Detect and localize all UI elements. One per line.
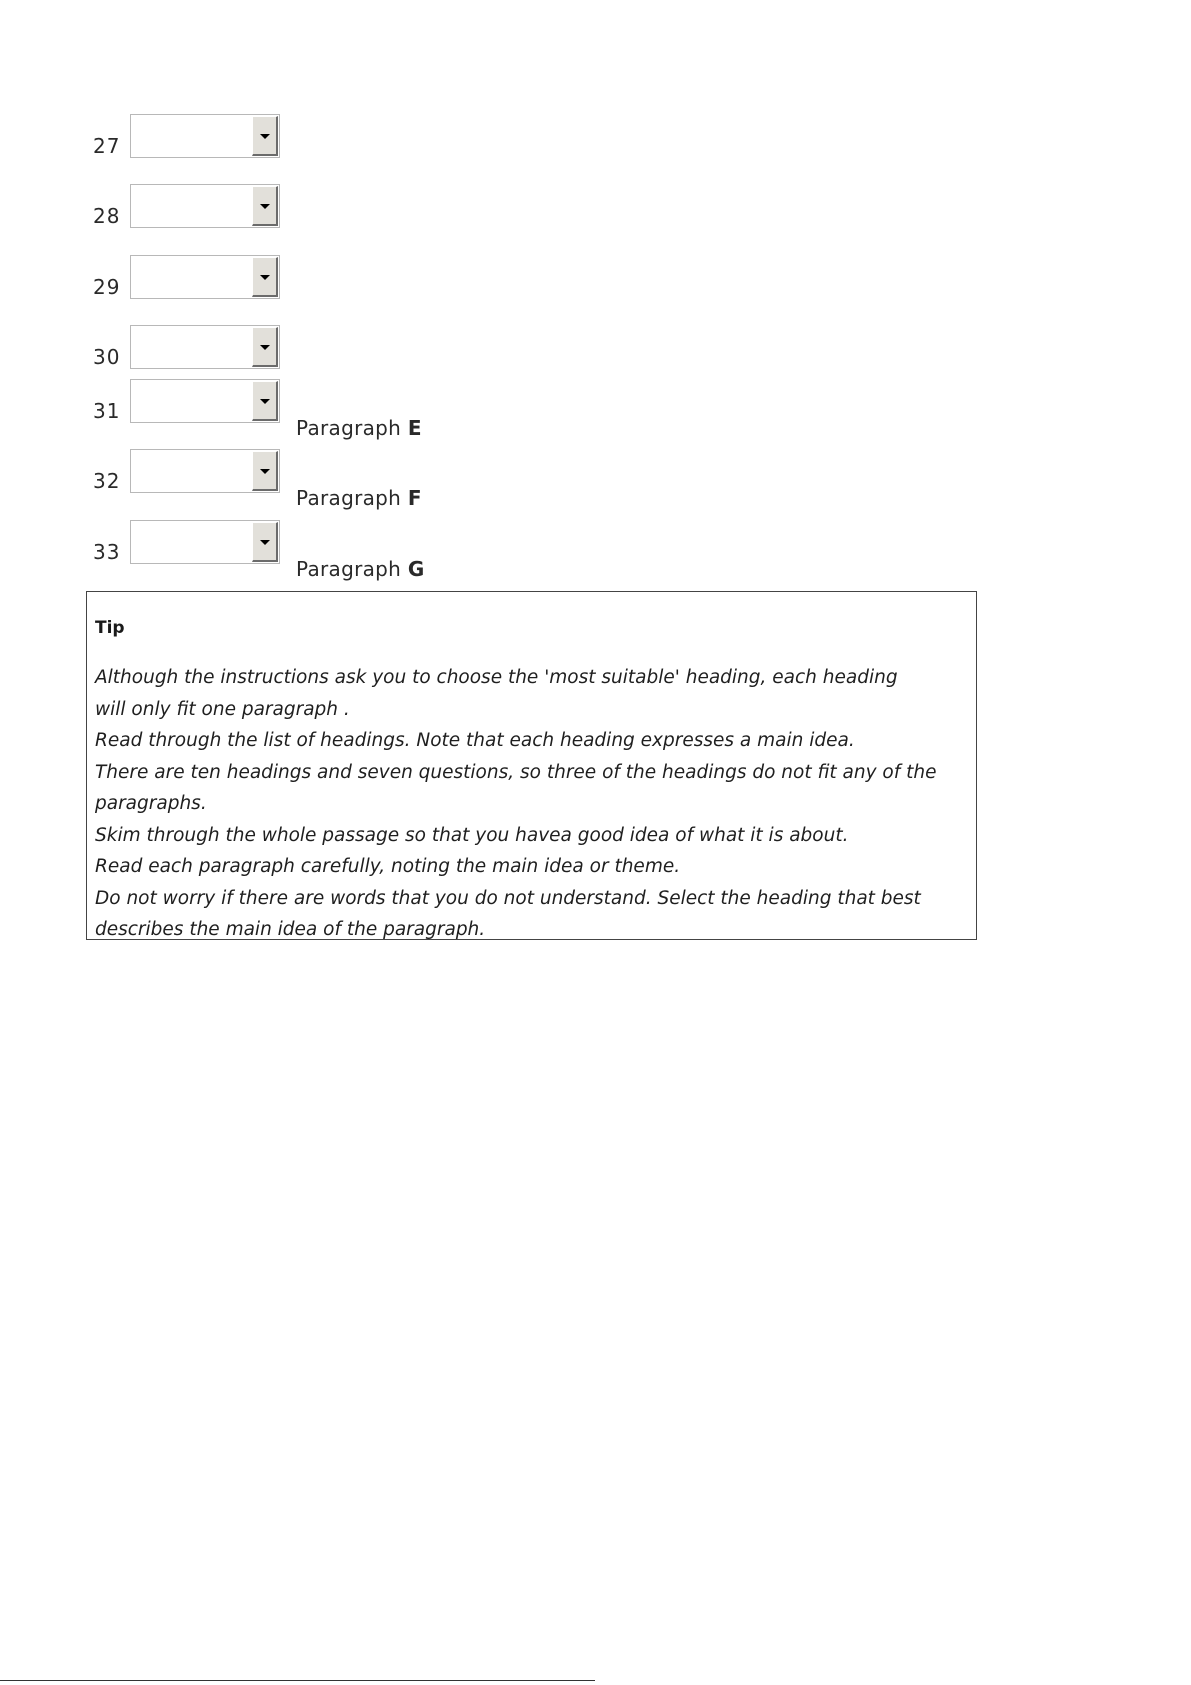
heading-select-29[interactable] (130, 255, 280, 299)
tip-box (86, 591, 977, 940)
paragraph-prefix: Paragraph (296, 416, 408, 440)
tip-line: Read each paragraph carefully, noting the main idea or theme. (95, 856, 681, 877)
dropdown-arrow-icon[interactable] (252, 522, 278, 562)
tip-title: Tip (95, 618, 125, 638)
question-row-27 (0, 114, 700, 160)
paragraph-label (296, 486, 422, 510)
tip-line: Although the instructions ask you to choose the 'most suitable' heading, each heading (95, 667, 898, 688)
dropdown-arrow-icon[interactable] (252, 116, 278, 156)
tip-line: There are ten headings and seven questions, so three of the headings do not fit any of the (95, 761, 937, 783)
tip-line: describes the main idea of the paragraph. (95, 919, 486, 940)
paragraph-letter: G (407, 557, 425, 581)
heading-select-28[interactable] (130, 184, 280, 228)
dropdown-arrow-icon[interactable] (252, 381, 278, 421)
question-number: 30 (93, 345, 121, 369)
tip-line: will only fit one paragraph . (95, 698, 350, 720)
question-number: 31 (93, 399, 121, 423)
heading-select-30[interactable] (130, 325, 280, 369)
question-row-28 (0, 184, 700, 230)
question-number: 27 (93, 134, 121, 158)
tip-line: Read through the list of headings. Note that each heading expresses a main idea. (95, 730, 855, 751)
dropdown-arrow-icon[interactable] (252, 327, 278, 367)
heading-select-31[interactable] (130, 379, 280, 423)
paragraph-label (296, 557, 425, 581)
tip-line: Skim through the whole passage so that you havea good idea of what it is about. (95, 824, 849, 846)
question-number: 33 (93, 540, 121, 564)
dropdown-arrow-icon[interactable] (252, 186, 278, 226)
question-number: 32 (93, 469, 121, 493)
question-row-29 (0, 255, 700, 301)
paragraph-letter: E (407, 416, 422, 440)
heading-select-32[interactable] (130, 449, 280, 493)
tip-line: Do not worry if there are words that you do not understand. Select the heading that best (95, 887, 921, 909)
paragraph-prefix: Paragraph (296, 557, 408, 581)
dropdown-arrow-icon[interactable] (252, 257, 278, 297)
question-row-31 (0, 379, 700, 440)
footer-divider (0, 1680, 595, 1681)
question-row-30 (0, 325, 700, 371)
heading-select-33[interactable] (130, 520, 280, 564)
question-number: 29 (93, 275, 121, 299)
tip-line: paragraphs. (95, 793, 207, 814)
question-row-33 (0, 520, 700, 581)
heading-select-27[interactable] (130, 114, 280, 158)
dropdown-arrow-icon[interactable] (252, 451, 278, 491)
paragraph-prefix: Paragraph (296, 486, 408, 510)
question-number: 28 (93, 204, 121, 228)
question-row-32 (0, 449, 700, 510)
paragraph-label (296, 416, 422, 440)
paragraph-letter: F (407, 486, 422, 510)
